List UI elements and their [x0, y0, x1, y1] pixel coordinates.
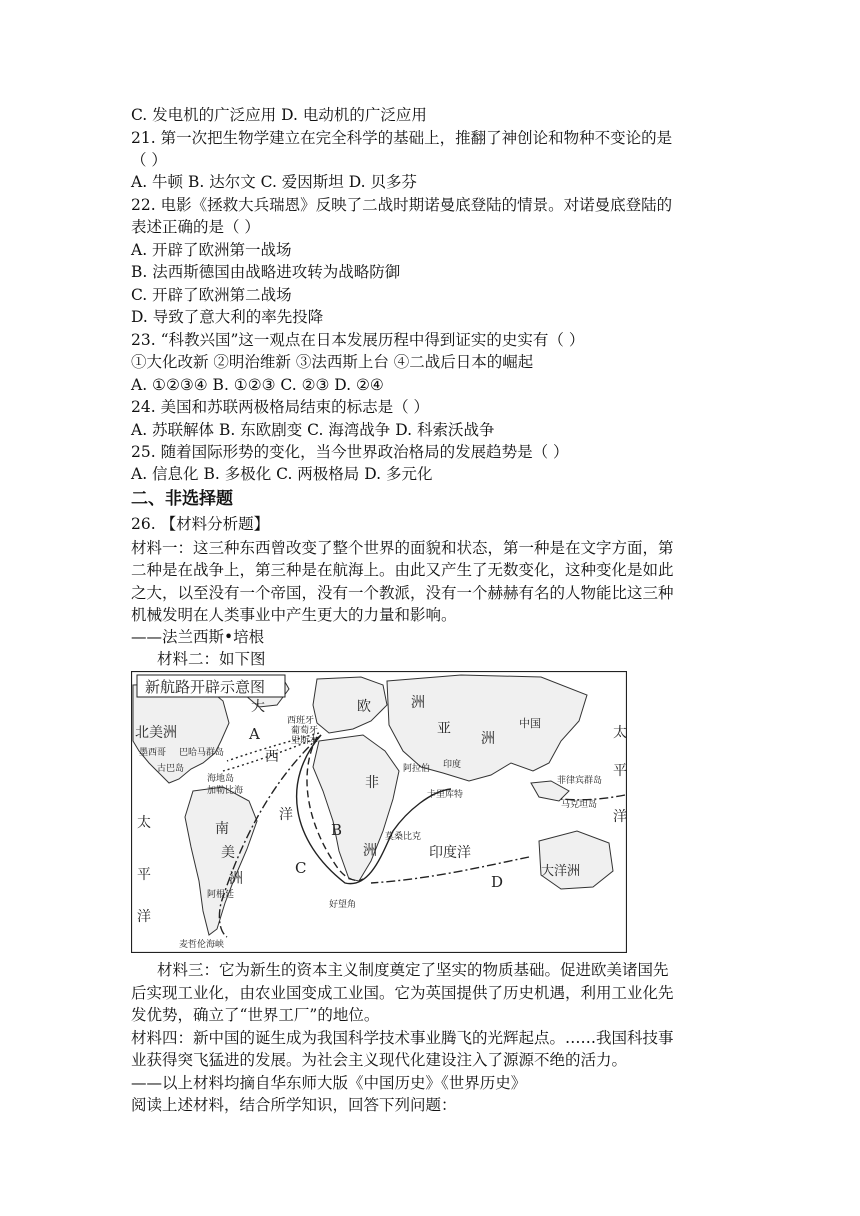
- label-caribbean: 加勒比海: [207, 786, 244, 796]
- label-pacific-tai: 太: [613, 725, 627, 741]
- q22-option-b: B. 法西斯德国由战略进攻转为战略防御: [131, 263, 401, 281]
- map-title: 新航路开辟示意图: [145, 678, 266, 696]
- q25-options: A. 信息化 B. 多极化 C. 两极格局 D. 多元化: [131, 465, 433, 483]
- label-pacific-ping: 平: [613, 763, 627, 779]
- q25-stem: 25. 随着国际形势的变化，当今世界政治格局的发展趋势是（ ）: [131, 443, 569, 461]
- label-route-c: C: [295, 859, 307, 877]
- label-pacific-west-ping: 平: [137, 867, 151, 883]
- q23-items: ①大化改新 ②明治维新 ③法西斯上台 ④二战后日本的崛起: [131, 353, 534, 371]
- q22-option-c: C. 开辟了欧洲第二战场: [131, 286, 292, 304]
- label-china: 中国: [519, 717, 541, 730]
- label-south-america-zhou: 洲: [229, 871, 243, 887]
- label-india: 印度: [443, 760, 462, 770]
- label-bahamas: 巴哈马群岛: [179, 748, 225, 758]
- material3-line1: 材料三：它为新生的资本主义制度奠定了坚实的物质基础。促进欧美诸国先: [157, 961, 669, 979]
- label-pacific-west-tai: 太: [137, 815, 151, 831]
- q21-stem: 21. 第一次把生物学建立在完全科学的基础上，推翻了神创论和物种不变论的是: [131, 129, 673, 147]
- material2-label: 材料二：如下图: [157, 650, 266, 668]
- material4-line1: 材料四：新中国的诞生成为我国科学技术事业腾飞的光辉起点。……我国科技事: [131, 1029, 674, 1047]
- label-xi: 西: [265, 749, 279, 765]
- material1-line3: 之大，以至没有一个帝国，没有一个教派，没有一个赫赫有名的人物能比这三种: [131, 584, 674, 602]
- label-south-america-nan: 南: [215, 821, 229, 837]
- label-africa-zhou: 洲: [363, 843, 377, 859]
- q24-stem: 24. 美国和苏联两极格局结束的标志是（ ）: [131, 398, 430, 416]
- label-pacific-west-yang: 洋: [137, 909, 151, 925]
- material1-source: ——法兰西斯•培根: [131, 628, 265, 646]
- q22-option-a: A. 开辟了欧洲第一战场: [131, 241, 292, 259]
- label-route-d: D: [491, 873, 504, 891]
- q22-stem: 22. 电影《拯救大兵瑞恩》反映了二战时期诺曼底登陆的情景。对诺曼底登陆的: [131, 196, 673, 214]
- reading-instruction: 阅读上述材料，结合所学知识，回答下列问题：: [131, 1096, 457, 1114]
- q24-options: A. 苏联解体 B. 东欧剧变 C. 海湾战争 D. 科索沃战争: [131, 421, 495, 439]
- material1-line1: 材料一：这三种东西曾改变了整个世界的面貌和状态，第一种是在文字方面，第: [131, 539, 674, 557]
- material1-line4: 机械发明在人类事业中产生更大的力量和影响。: [131, 606, 457, 624]
- label-africa-fei: 非: [365, 775, 379, 791]
- label-route-a: A: [249, 725, 260, 743]
- label-south-america-mei: 美: [221, 845, 235, 861]
- label-oceania: 大洋洲: [541, 864, 581, 879]
- label-route-b: B: [331, 821, 343, 839]
- q22-stem-cont: 表述正确的是（ ）: [131, 218, 260, 236]
- new-route-map: [131, 671, 627, 953]
- label-argentina: 阿根廷: [207, 890, 235, 900]
- material4-line2: 业获得突飞猛进的发展。为社会主义现代化建设注入了源源不绝的活力。: [131, 1051, 628, 1069]
- section-title: 二、非选择题: [131, 489, 233, 509]
- label-philippines: 菲律宾群岛: [557, 776, 603, 786]
- label-asia-ya: 亚: [437, 721, 451, 737]
- label-pacific-yang: 洋: [613, 809, 627, 825]
- q23-stem: 23. “科教兴国”这一观点在日本发展历程中得到证实的史实有（ ）: [131, 331, 585, 349]
- label-mexico: 墨西哥: [139, 748, 167, 758]
- label-da: 大: [251, 699, 265, 715]
- label-mozambique: 莫桑比克: [385, 832, 422, 842]
- label-spain: 西班牙: [287, 716, 315, 726]
- q26-title: 26. 【材料分析题】: [131, 515, 270, 533]
- q23-options: A. ①②③④ B. ①②③ C. ②③ D. ②④: [131, 376, 384, 394]
- label-atlantic-yang: 洋: [279, 807, 293, 823]
- label-magellan-strait: 麦哲伦海峡: [179, 940, 225, 950]
- label-cuba: 古巴岛: [157, 764, 185, 774]
- material4-source: ——以上材料均摘自华东师大版《中国历史》《世界历史》: [131, 1074, 527, 1092]
- q21-options: A. 牛顿 B. 达尔文 C. 爱因斯坦 D. 贝多芬: [131, 173, 417, 191]
- label-good-hope: 好望角: [329, 900, 357, 910]
- label-indian-ocean: 印度洋: [429, 845, 471, 861]
- label-haiti: 海地岛: [207, 774, 235, 784]
- q22-option-d: D. 导致了意大利的率先投降: [131, 308, 324, 326]
- label-lisbon: 里斯本: [291, 736, 319, 746]
- material3-line3: 发优势，确立了“世界工厂”的地位。: [131, 1006, 380, 1024]
- q21-blank: （ ）: [131, 151, 167, 169]
- label-asia-zhou: 洲: [481, 731, 495, 747]
- label-europe-zhou: 洲: [411, 695, 425, 711]
- q20-options-cd: C. 发电机的广泛应用 D. 电动机的广泛应用: [131, 106, 427, 124]
- label-portugal: 葡萄牙: [291, 726, 319, 736]
- material1-line2: 二种是在战争上，第三种是在航海上。由此又产生了无数变化，这种变化是如此: [131, 561, 674, 579]
- material3-line2: 后实现工业化，由农业国变成工业国。它为英国提供了历史机遇，利用工业化先: [131, 984, 674, 1002]
- label-europe-ou: 欧: [357, 699, 371, 715]
- label-moluccas: 马克坦岛: [561, 800, 598, 810]
- label-arabia: 阿拉伯: [403, 764, 431, 774]
- label-calicut: 卡里库特: [427, 790, 464, 800]
- label-north-america: 北美洲: [135, 725, 177, 741]
